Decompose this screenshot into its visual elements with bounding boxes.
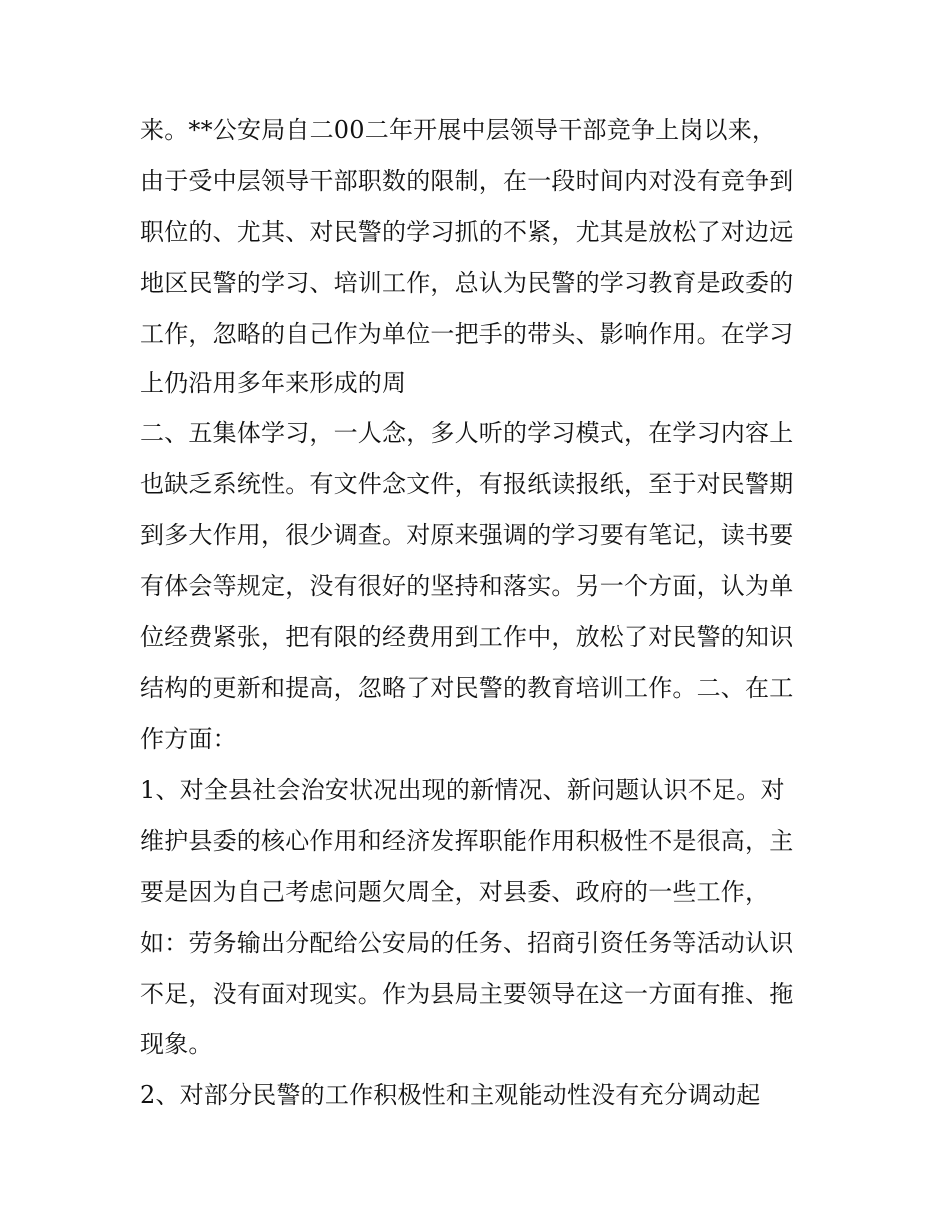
text-line: 维护县委的核心作用和经济发挥职能作用积极性不是很高，主 (140, 827, 794, 855)
text-line: 地区民警的学习、培训工作，总认为民警的学习教育是政委的 (140, 269, 794, 297)
text-line: 2、对部分民警的工作积极性和主观能动性没有充分调动起 (140, 1081, 761, 1109)
text-line: 由于受中层领导干部职数的限制，在一段时间内对没有竞争到 (140, 167, 794, 195)
text-line: 上仍沿用多年来形成的周 (140, 369, 407, 397)
text-line: 有体会等规定，没有很好的坚持和落实。另一个方面，认为单 (140, 572, 794, 600)
text-line: 不足，没有面对现实。作为县局主要领导在这一方面有推、拖 (140, 980, 794, 1008)
text-line: 来。**公安局自二00二年开展中层领导干部竞争上岗以来， (140, 116, 777, 144)
text-line: 结构的更新和提高，忽略了对民警的教育培训工作。二、在工 (140, 674, 794, 702)
text-line: 职位的、尤其、对民警的学习抓的不紧，尤其是放松了对边远 (140, 218, 794, 246)
text-line: 工作，忽略的自己作为单位一把手的带头、影响作用。在学习 (140, 320, 794, 348)
text-line: 作方面： (140, 725, 237, 753)
text-line: 二、五集体学习，一人念，多人听的学习模式，在学习内容上 (140, 419, 794, 447)
text-line: 位经费紧张，把有限的经费用到工作中，放松了对民警的知识 (140, 623, 794, 651)
text-line: 如：劳务输出分配给公安局的任务、招商引资任务等活动认识 (140, 929, 794, 957)
text-line: 到多大作用，很少调查。对原来强调的学习要有笔记，读书要 (140, 521, 794, 549)
text-line: 1、对全县社会治安状况出现的新情况、新问题认识不足。对 (140, 776, 785, 804)
text-line: 要是因为自己考虑问题欠周全，对县委、政府的一些工作， (140, 878, 770, 906)
text-line: 现象。 (140, 1030, 213, 1058)
text-line: 也缺乏系统性。有文件念文件，有报纸读报纸，至于对民警期 (140, 470, 794, 498)
